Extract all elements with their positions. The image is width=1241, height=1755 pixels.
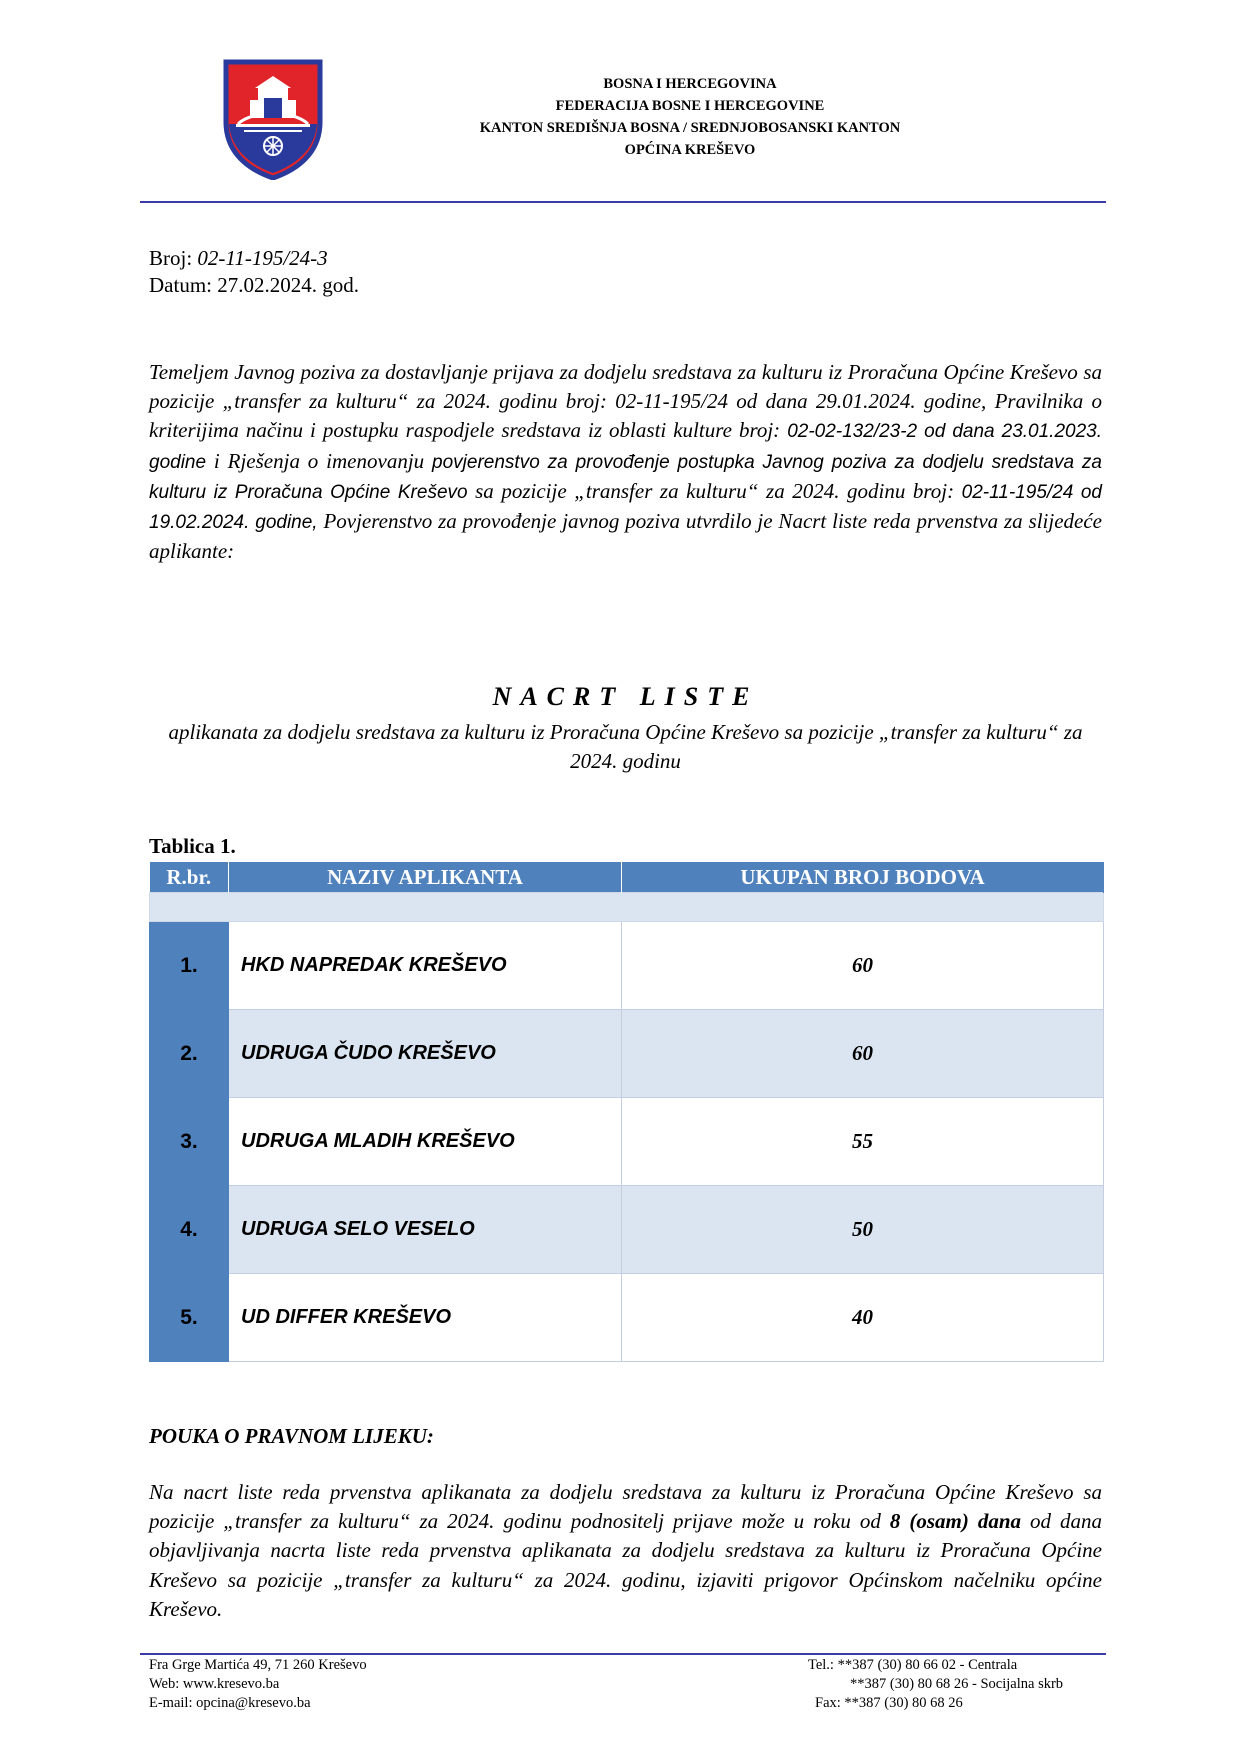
legal-remedy-text-2: od dana objavljivanja nacrta liste reda prvenstva aplikanata za dodjelu sredstava za kulturu iz Proračuna Općine Kreševo sa pozicije „transfer za kulturu“ za 2024. godinu, izjaviti prigovor Općinskom načelniku općine Kreševo. (149, 1509, 1102, 1621)
applicant-score: 60 (622, 1010, 1104, 1098)
table-spacer-row (150, 893, 1104, 922)
header-divider (140, 201, 1106, 203)
column-header-name: NAZIV APLIKANTA (229, 862, 622, 893)
applicant-score: 60 (622, 922, 1104, 1010)
intro-paragraph (149, 358, 1102, 566)
municipality-crest-logo (222, 58, 324, 180)
applicants-table (149, 862, 1104, 1362)
column-header-score: UKUPAN BROJ BODOVA (622, 862, 1104, 893)
intro-text-2: 02-02-132/23-2 od dana 23.01.2023. godine (149, 421, 1102, 473)
intro-text-6: 02-11-195/24 od 19.02.2024. godine, (149, 481, 1102, 534)
header-federation: FEDERACIJA BOSNE I HERCEGOVINE (555, 98, 825, 114)
document-number-label: Broj: (149, 246, 198, 270)
footer-phone-social: **387 (30) 80 68 26 - Socijalna skrb (850, 1676, 1064, 1692)
table-header-row (150, 862, 1104, 893)
legal-remedy-heading: POUKA O PRAVNOM LIJEKU: (149, 1424, 434, 1448)
applicant-score: 55 (622, 1098, 1104, 1186)
row-number: 2. (150, 1010, 229, 1098)
applicant-name: HKD NAPREDAK KREŠEVO (229, 922, 622, 1010)
intro-text-5: sa pozicije „transfer za kulturu“ za 2024. godinu broj: (467, 478, 962, 503)
header-municipality: OPĆINA KREŠEVO (624, 142, 756, 158)
table-spacer-cell (150, 893, 1104, 922)
row-number: 3. (150, 1098, 229, 1186)
document-date: Datum: 27.02.2024. god. (149, 273, 359, 297)
table-row (150, 1274, 1104, 1362)
legal-remedy-paragraph (149, 1478, 1102, 1624)
table-row (150, 1010, 1104, 1098)
row-number: 1. (150, 922, 229, 1010)
intro-text-3: i Rješenja o imenovanju (206, 448, 433, 473)
document-number-value: 02-11-195/24-3 (197, 246, 328, 270)
header-canton: KANTON SREDIŠNJA BOSNA / SREDNJOBOSANSKI KANTON (479, 120, 901, 136)
applicant-score: 40 (622, 1274, 1104, 1362)
list-title: NACRT LISTE (492, 682, 759, 711)
footer-web: Web: www.kresevo.ba (149, 1676, 280, 1692)
table-caption: Tablica 1. (149, 834, 236, 858)
footer-email: E-mail: opcina@kresevo.ba (149, 1695, 311, 1711)
row-number: 4. (150, 1186, 229, 1274)
applicant-name: UDRUGA SELO VESELO (229, 1186, 622, 1274)
list-subtitle: aplikanata za dodjelu sredstava za kulturu iz Proračuna Općine Kreševo sa pozicije „transfer za kulturu“ za 2024. godinu (168, 720, 1083, 773)
table-row (150, 1186, 1104, 1274)
document-number (149, 245, 328, 272)
footer-address: Fra Grge Martića 49, 71 260 Kreševo (149, 1657, 367, 1673)
footer-phone-central: Tel.: **387 (30) 80 66 02 - Centrala (808, 1657, 1018, 1673)
applicant-name: UDRUGA MLADIH KREŠEVO (229, 1098, 622, 1186)
legal-remedy-deadline: 8 (osam) dana (889, 1509, 1021, 1534)
intro-text-7: Povjerenstvo za provođenje javnog poziva utvrdilo je Nacrt liste reda prvenstva za slijedeće aplikante: (149, 509, 1102, 564)
footer-fax: Fax: **387 (30) 80 68 26 (815, 1695, 963, 1711)
footer-divider (140, 1653, 1106, 1655)
applicant-name: UD DIFFER KREŠEVO (229, 1274, 622, 1362)
row-number: 5. (150, 1274, 229, 1362)
table-row (150, 1098, 1104, 1186)
applicant-name: UDRUGA ČUDO KREŠEVO (229, 1010, 622, 1098)
legal-remedy-text-1: Na nacrt liste reda prvenstva aplikanata za dodjelu sredstava za kulturu iz Proračuna Općine Kreševo sa pozicije „transfer za kulturu“ za 2024. godinu podnositelj prijave može u roku od (149, 1480, 1102, 1534)
column-header-number: R.br. (150, 862, 229, 893)
applicant-score: 50 (622, 1186, 1104, 1274)
header-country: BOSNA I HERCEGOVINA (603, 76, 777, 92)
intro-text-1: Temeljem Javnog poziva za dostavljanje prijava za dodjelu sredstava za kulturu iz Proračuna Općine Kreševo sa pozicije „transfer za kulturu“ za 2024. godinu broj: 02-11-195/24 od dana 29.01.2024. godine, Pravilnika o kriterijima načinu i postupku raspodjele sredstava iz oblasti kulture broj: (149, 360, 1102, 443)
table-row (150, 922, 1104, 1010)
intro-text-4: povjerenstvo za provođenje postupka Javnog poziva za dodjelu sredstava za kulturu iz Proračuna Općine Kreševo (149, 451, 1102, 503)
